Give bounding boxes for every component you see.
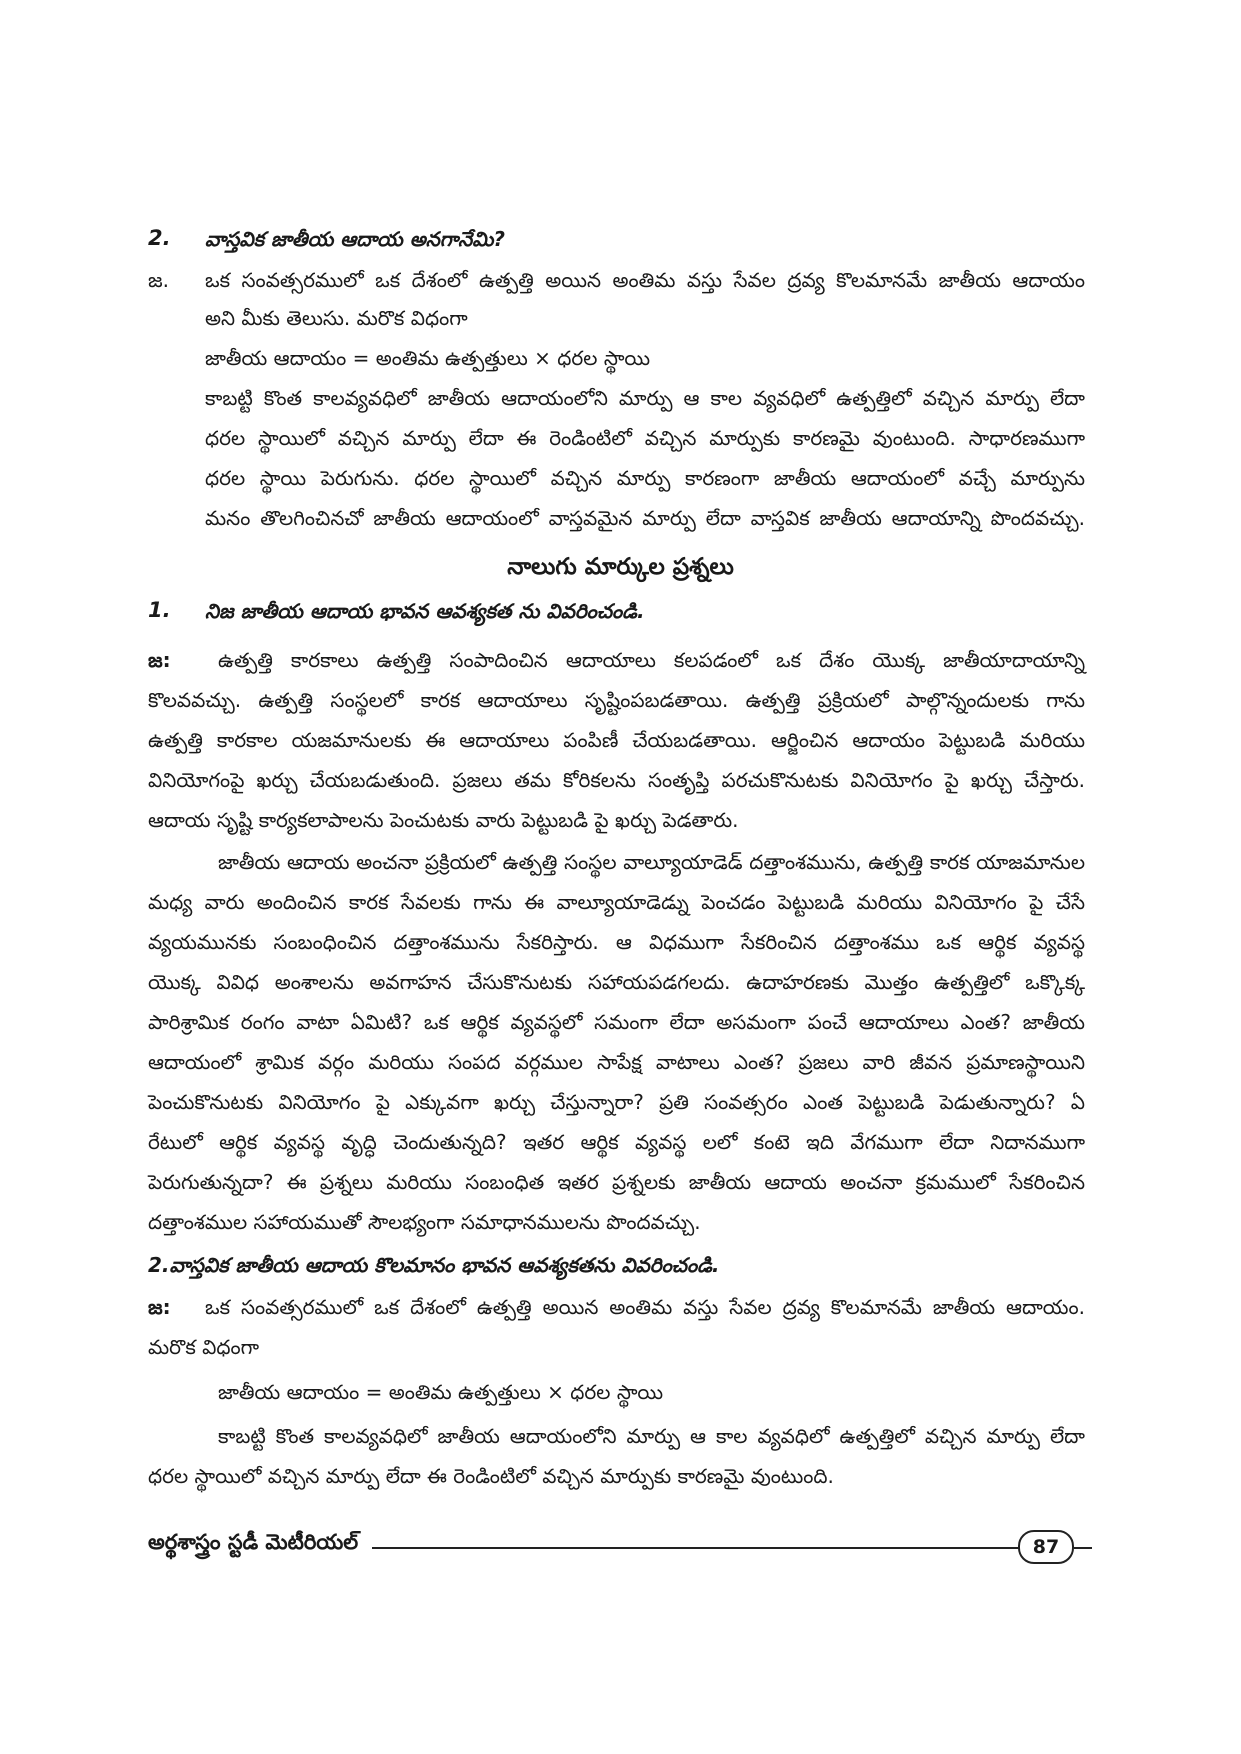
text-line: వినియోగంపై ఖర్చు చేయబడుతుంది. ప్రజలు తమ కోరికలను సంతృప్తి పరచుకొనుటకు వినియోగం పై ఖర్చు చేస్తారు. (148, 768, 1085, 792)
text-line: జాతీయ ఆదాయ అంచనా ప్రక్రియలో ఉత్పత్తి సంస్థల వాల్యూయాడెడ్ దత్తాంశమును, ఉత్పత్తి కారక యాజమానుల (218, 850, 1085, 874)
text-line: ఆదాయ సృష్టి కార్యకలాపాలను పెంచుటకు వారు పెట్టుబడి పై ఖర్చు పెడతారు. (148, 808, 739, 832)
text-line: ధరల స్థాయిలో వచ్చిన మార్పు లేదా ఈ రెండింటిలో వచ్చిన మార్పుకు కారణమై వుంటుంది. సాధారణముగా (205, 426, 1085, 450)
text-line: కొలవవచ్చు. ఉత్పత్తి సంస్థలలో కారక ఆదాయాలు సృష్టింపబడతాయి. ఉత్పత్తి ప్రక్రియలో పాల్గొన్నందులకు గాను (148, 688, 1085, 712)
text-line: మధ్య వారు అందించిన కారక సేవలకు గాను ఈ వాల్యూయాడెడ్ను పెంచడం పెట్టుబడి మరియు వినియోగం పై చేసే (148, 890, 1085, 914)
text-line: యొక్క వివిధ అంశాలను అవగాహన చేసుకొనుటకు సహాయపడగలదు. ఉదాహరణకు మొత్తం ఉత్పత్తిలో ఒక్కొక్క (148, 970, 1085, 994)
text-line: ఆదాయంలో శ్రామిక వర్గం మరియు సంపద వర్గముల సాపేక్ష వాటాలు ఎంత? ప్రజలు వారి జీవన ప్రమాణస్థాయిని (148, 1050, 1085, 1074)
text-line: మరొక విధంగా (148, 1335, 260, 1359)
answer-marker: జ: (148, 1295, 171, 1319)
text-line: రేటులో ఆర్థిక వ్యవస్థ వృద్ధి చెందుతున్నది? ఇతర ఆర్థిక వ్యవస్థ లలో కంటె ఇది వేగముగా లేదా నిదానముగా (148, 1130, 1085, 1154)
formula-line: జాతీయ ఆదాయం = అంతిమ ఉత్పత్తులు × ధరల స్థాయి (218, 1380, 664, 1404)
text-line: పెరుగుతున్నదా? ఈ ప్రశ్నలు మరియు సంబంధిత ఇతర ప్రశ్నలకు జాతీయ ఆదాయ అంచనా క్రమములో సేకరించిన (148, 1170, 1085, 1194)
footer-rule (372, 1547, 1020, 1549)
question-heading: వాస్తవిక జాతీయ ఆదాయ అనగానేమి? (205, 227, 505, 251)
text-line: ఉత్పత్తి కారకాలు ఉత్పత్తి సంపాదించిన ఆదాయాలు కలపడంలో ఒక దేశం యొక్క జాతీయాదాయాన్ని (218, 648, 1085, 672)
text-line: వ్యయమునకు సంబంధించిన దత్తాంశమును సేకరిస్తారు. ఆ విధముగా సేకరించిన దత్తాంశము ఒక ఆర్థిక వ్యవస్థ (148, 930, 1085, 954)
page-number: 87 (1018, 1530, 1074, 1564)
text-line: ఉత్పత్తి కారకాల యజమానులకు ఈ ఆదాయాలు పంపిణీ చేయబడతాయి. ఆర్జించిన ఆదాయం పెట్టుబడి మరియు (148, 728, 1085, 752)
text-line: దత్తాంశముల సహాయముతో సౌలభ్యంగా సమాధానములను పొందవచ్చు. (148, 1210, 701, 1234)
footer-rule-end (1074, 1547, 1092, 1549)
text-line: కాబట్టి కొంత కాలవ్యవధిలో జాతీయ ఆదాయంలోని మార్పు ఆ కాల వ్యవధిలో ఉత్పత్తిలో వచ్చిన మార్పు లేదా (218, 1424, 1085, 1448)
text-line: ధరల స్థాయి పెరుగును. ధరల స్థాయిలో వచ్చిన మార్పు కారణంగా జాతీయ ఆదాయంలో వచ్చే మార్పును (205, 466, 1085, 490)
answer-marker: జ: (148, 648, 171, 672)
text-line: ధరల స్థాయిలో వచ్చిన మార్పు లేదా ఈ రెండింటిలో వచ్చిన మార్పుకు కారణమై వుంటుంది. (148, 1464, 834, 1488)
text-line: పారిశ్రామిక రంగం వాటా ఏమిటి? ఒక ఆర్థిక వ్యవస్థలో సమంగా లేదా అసమంగా పంచే ఆదాయాలు ఎంత? జాతీయ (148, 1010, 1085, 1034)
question-number: 2. (148, 226, 171, 250)
question-number: 1. (148, 598, 171, 622)
text-line: కాబట్టి కొంత కాలవ్యవధిలో జాతీయ ఆదాయంలోని మార్పు ఆ కాల వ్యవధిలో ఉత్పత్తిలో వచ్చిన మార్పు లేదా (205, 386, 1085, 410)
section-heading: నాలుగు మార్కుల ప్రశ్నలు (507, 554, 734, 580)
answer-marker: జ. (148, 268, 169, 292)
formula-line: జాతీయ ఆదాయం = అంతిమ ఉత్పత్తులు × ధరల స్థాయి (205, 346, 651, 370)
footer-title: అర్థశాస్త్రం స్టడీ మెటీరియల్ (148, 1530, 359, 1554)
question-heading: 2.వాస్తవిక జాతీయ ఆదాయ కొలమానం భావన ఆవశ్యకతను వివరించండి. (148, 1253, 720, 1277)
text-line: ఒక సంవత్సరములో ఒక దేశంలో ఉత్పత్తి అయిన అంతిమ వస్తు సేవల ద్రవ్య కొలమానమే జాతీయ ఆదాయం. (205, 1295, 1085, 1319)
text-line: ఒక సంవత్సరములో ఒక దేశంలో ఉత్పత్తి అయిన అంతిమ వస్తు సేవల ద్రవ్య కొలమానమే జాతీయ ఆదాయం (205, 268, 1085, 292)
text-line: మనం తొలగించినచో జాతీయ ఆదాయంలో వాస్తవమైన మార్పు లేదా వాస్తవిక జాతీయ ఆదాయాన్ని పొందవచ్చు. (205, 506, 1085, 530)
text-line: పెంచుకొనుటకు వినియోగం పై ఎక్కువగా ఖర్చు చేస్తున్నారా? ప్రతి సంవత్సరం ఎంత పెట్టుబడి పెడుతున్నారు? ఏ (148, 1090, 1085, 1114)
text-line: అని మీకు తెలుసు. మరొక విధంగా (205, 306, 468, 330)
question-heading: నిజ జాతీయ ఆదాయ భావన ఆవశ్యకత ను వివరించండి. (205, 599, 645, 623)
